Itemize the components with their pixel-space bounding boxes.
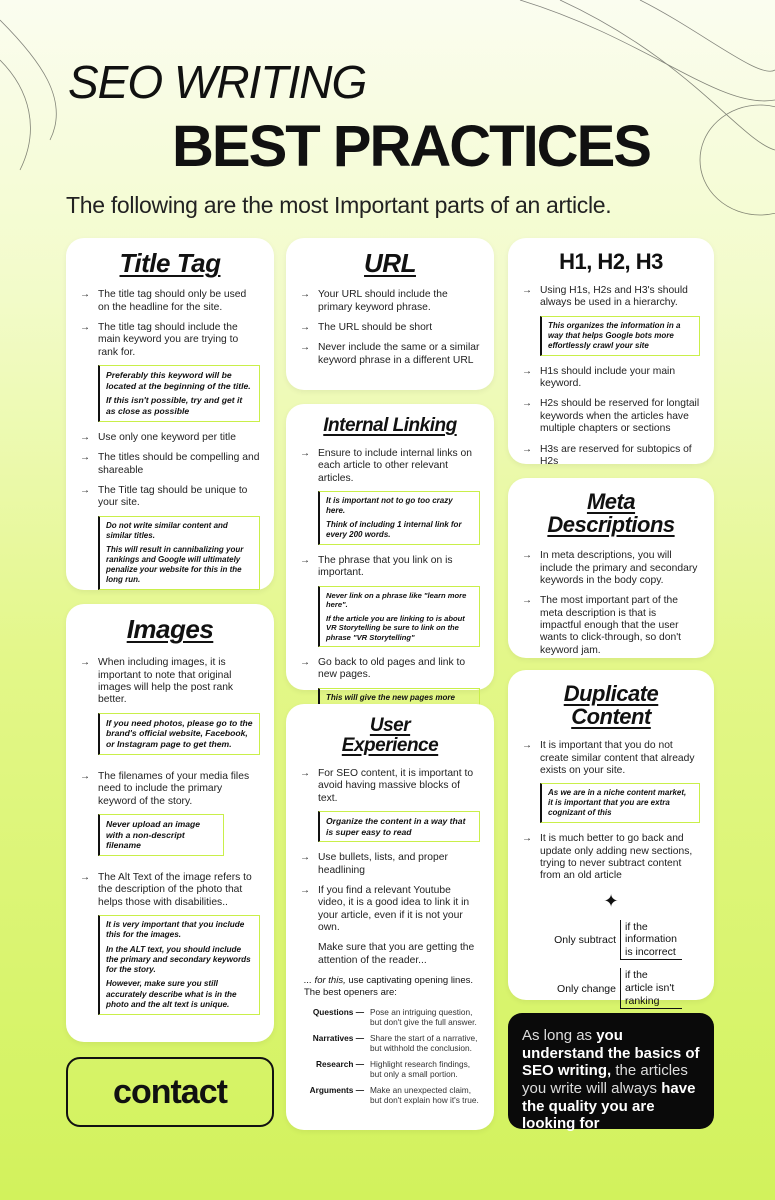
callout-note: Never upload an image with a non-descript filename — [98, 814, 224, 856]
card-heading: Meta Descriptions — [547, 489, 675, 538]
bullet: → Use bullets, lists, and proper headlining — [300, 852, 448, 876]
opener-row: Research — Highlight research findings, but only a small portion. — [316, 1058, 471, 1079]
arrow-icon: → — [80, 289, 90, 301]
arrow-icon: → — [80, 657, 90, 669]
callout-note: This organizes the information in a way that helps Google bots more effortlessly crawl your site — [540, 316, 700, 356]
arrow-icon: → — [300, 767, 310, 779]
card-headings — [508, 238, 714, 467]
bullet: → The filenames of your media files need to include the primary keyword of the story. — [80, 770, 250, 807]
bullet: → It is important that you do not create similar content that already exists on your site. — [522, 740, 695, 776]
card-internal-linking — [286, 404, 494, 702]
arrow-icon: → — [300, 852, 310, 864]
card-heading: User Experience — [341, 715, 439, 756]
arrow-icon: → — [522, 833, 532, 845]
arrow-icon: → — [300, 657, 310, 669]
summary-callout: As long as you understand the basics of SEO writing, the articles you write will always have the quality you are looking for — [508, 1013, 714, 1129]
title-line-2: BEST PRACTICES — [172, 114, 650, 179]
card-heading: URL — [364, 248, 416, 278]
rule-row: Only change if the article isn't ranking — [532, 968, 700, 1009]
card-url — [286, 238, 494, 390]
openers-intro: ... for this, use captivating opening lines. The best openers are: — [304, 975, 474, 998]
bullet: → The URL should be short — [300, 321, 433, 333]
contact-logo: contact — [66, 1057, 274, 1127]
sparkle-icon: ✦ — [603, 890, 619, 911]
bullet: → It is much better to go back and update only adding new sections, trying to never subtract content from an old article — [522, 833, 693, 882]
bullet: → The Alt Text of the image refers to the description of the photo that helps those with disabilities.. — [80, 872, 252, 908]
arrow-icon: → — [80, 321, 90, 333]
callout-note: It is important not to go too crazy here. Think of including 1 internal link for every 200 words. — [318, 491, 480, 545]
card-heading: Title Tag — [119, 248, 221, 278]
bullet: → Never include the same or a similar keyword phrase in a different URL — [300, 342, 480, 366]
bullet: → Your URL should include the primary keyword phrase. — [300, 289, 448, 313]
card-heading: Images — [126, 614, 214, 644]
opener-row: Arguments — Make an unexpected claim, but don't explain how it's true. — [309, 1084, 479, 1105]
arrow-icon: → — [300, 342, 310, 354]
arrow-icon: → — [522, 285, 532, 297]
bullet: → When including images, it is important to note that original images will help the post rank better. — [80, 657, 234, 706]
card-title-tag — [66, 238, 274, 590]
arrow-icon: → — [300, 289, 310, 301]
bullet-continued: Make sure that you are getting the attention of the reader... — [318, 942, 475, 966]
bullet: → Using H1s, H2s and H3's should always be used in a hierarchy. — [522, 285, 688, 309]
callout-note: It is very important that you include this for the images. In the ALT text, you should include the primary and secondary keywords for the story. However, make sure you still accurately describe what is in the photo and the alt text is unique. — [98, 915, 260, 1015]
bullet: → The phrase that you link on is important. — [300, 554, 453, 579]
arrow-icon: → — [80, 872, 90, 884]
arrow-icon: → — [300, 554, 310, 566]
callout-note: Preferably this keyword will be located at the beginning of the title. If this isn't possible, try and get it as close as possible — [98, 365, 260, 422]
callout-note: Never link on a phrase like "learn more here". If the article you are linking to is about VR Storytelling be sure to link on the phrase "VR Storytelling" — [318, 586, 480, 647]
arrow-icon: → — [80, 770, 90, 782]
opener-row: Narratives — Share the start of a narrative, but withhold the conclusion. — [312, 1032, 478, 1053]
card-meta-descriptions — [508, 478, 714, 658]
bullet: → The title tag should include the main keyword you are trying to rank for. — [80, 321, 239, 358]
arrow-icon: → — [300, 321, 310, 333]
bullet: → For SEO content, it is important to avoid having massive blocks of text. — [300, 767, 474, 804]
arrow-icon: → — [522, 740, 532, 752]
bullet: → The titles should be compelling and shareable — [80, 452, 260, 476]
arrow-icon: → — [80, 431, 90, 443]
arrow-icon: → — [522, 365, 532, 377]
bullet: → The title tag should only be used on the headline for the site. — [80, 289, 247, 313]
bullet: → H1s should include your main keyword. — [522, 365, 676, 390]
arrow-icon: → — [300, 447, 310, 459]
arrow-icon: → — [80, 452, 90, 464]
bullet: → Go back to old pages and link to new pages. — [300, 657, 466, 681]
card-heading: Duplicate Content — [563, 681, 659, 730]
arrow-icon: → — [522, 443, 532, 455]
callout-note: Organize the content in a way that is super easy to read — [318, 811, 480, 842]
opener-row: Questions — Pose an intriguing question, but don't give the full answer. — [312, 1006, 477, 1027]
bullet: → The most important part of the meta description is that is impactful enough that the user wants to click-through, so don't keyword jam. — [522, 595, 682, 656]
card-heading: H1, H2, H3 — [559, 249, 663, 274]
bullet: → H3s are reserved for subtopics of H2s — [522, 443, 692, 467]
arrow-icon: → — [522, 595, 532, 607]
rule-row: Only subtract if the information is incorrect — [532, 920, 700, 961]
arrow-icon: → — [300, 885, 310, 897]
bullet: → If you find a relevant Youtube video, it is a good idea to link it in your article, even if it is not your own. — [300, 885, 470, 934]
title-line-1: SEO WRITING — [68, 56, 367, 108]
arrow-icon: → — [80, 484, 90, 496]
callout-note: This will give the new pages more — [318, 688, 480, 718]
arrow-icon: → — [522, 398, 532, 410]
arrow-icon: → — [522, 550, 532, 562]
bullet: → In meta descriptions, you will include the primary and secondary keywords in the body copy. — [522, 550, 698, 586]
card-images — [66, 604, 274, 1042]
callout-note: Do not write similar content and similar titles. This will result in cannibalizing your rankings and Google will ultimately penalize your website for this in the long run. — [98, 516, 260, 590]
card-duplicate-content — [508, 670, 714, 1007]
bullet: → H2s should be reserved for longtail keywords when the articles have multiple chapters or sections — [522, 398, 700, 435]
callout-note: As we are in a niche content market, it is important that you are extra cognizant of this — [540, 783, 700, 823]
callout-note: If you need photos, please go to the brand's official website, Facebook, or Instagram page to get them. — [98, 713, 260, 755]
bullet: → Use only one keyword per title — [80, 431, 236, 443]
subtitle: The following are the most Important parts of an article. — [66, 192, 612, 218]
bullet: → The Title tag should be unique to your site. — [80, 484, 248, 509]
bullet: → Ensure to include internal links on each article to other relevant articles. — [300, 447, 472, 484]
card-heading: Internal Linking — [323, 415, 457, 436]
card-user-experience — [286, 704, 494, 1130]
